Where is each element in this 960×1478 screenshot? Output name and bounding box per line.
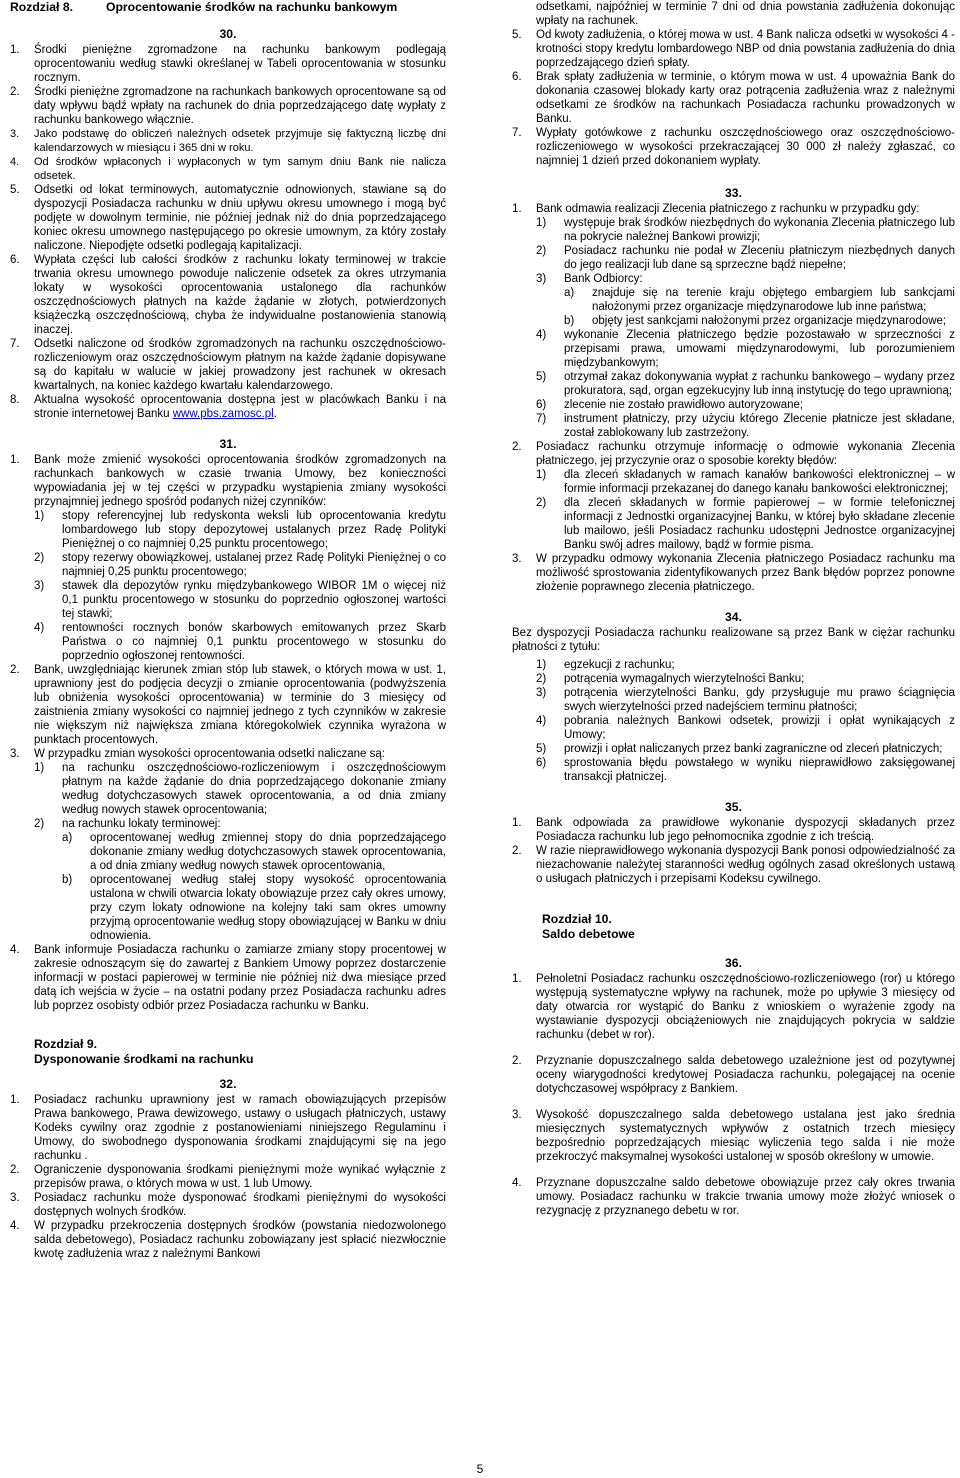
section-30-title: 30.	[219, 27, 237, 41]
list-item: 1. Posiadacz rachunku uprawniony jest w ramach obowiązujących przepisów Prawa bankowego, Prawa dewizowego, ustawy o usługach płatniczych, ustawy Kodeks cywilny oraz zgodnie z postanowieniami niniejszego Regulaminu i Umowy, do swobodnego dysponowania środkami znajdującymi się na jego rachunku .	[10, 1094, 446, 1162]
sub-item: 1) egzekucji z rachunku;	[536, 659, 675, 671]
sub-item: 3) stawek dla depozytów rynku międzybankowego WIBOR 1M o więcej niż 0,1 punktu procentowego w stosunku do poprzednio ogłoszonej wartości tej stawki;	[34, 580, 446, 620]
sub-item: 6) zlecenie nie zostało prawidłowo autoryzowane;	[536, 399, 804, 411]
sub-sub-item: b) objęty jest sankcjami nałożonymi przez organizacje międzynarodowe;	[564, 315, 947, 327]
list-item: 5. Od kwoty zadłużenia, o której mowa w ust. 4 Bank nalicza odsetki w wysokości 4 - krotności stopy kredytu lombardowego NBP od dnia powstania zadłużenia do dnia poprzedzającego dzień spłaty.	[512, 29, 955, 69]
section-32-title: 32.	[219, 1077, 237, 1091]
list-item: 3. Wysokość dopuszczalnego salda debetowego ustalana jest jako średnia miesięcznych systematycznych wpływów z ostatnich trzech miesięcy bezpośrednio poprzedzających miesiąc wyliczenia tego salda i nie może przekroczyć maksymalnej wysokości ustalonej w sposób określony w umowie.	[512, 1109, 955, 1163]
list-item: 1. Bank może zmienić wysokości oprocentowania środków zgromadzonych na rachunkach bankowych w czasie trwania Umowy, bez konieczności wypowiadania jej w tej części w przypadku wystąpienia zmiany wysokości przynajmniej jednego spośród podanych niżej czynników:	[10, 454, 446, 508]
list-item: 2. Posiadacz rachunku otrzymuje informację o odmowie wykonania Zlecenia płatniczego, jej przyczynie oraz o sposobie korekty błędów:	[512, 441, 955, 467]
sub-item: 4) pobrania należnych Bankowi odsetek, prowizji i opłat wynikających z Umowy;	[536, 715, 955, 741]
sub-item: 1) na rachunku oszczędnościowo-rozliczeniowym i oszczędnościowym płatnym na każde żądanie do dnia poprzedzającego dokonanie zmiany według dotychczasowych stawek oprocentowania, a od dnia zmiany według nowych stawek oprocentowania;	[34, 762, 446, 816]
list-item: 5. Odsetki od lokat terminowych, automatycznie odnowionych, stawiane są do dyspozycji Posiadacza rachunku w dniu upływu okresu umownego i mogą być podjęte w dowolnym terminie, nie później jednak niż do dnia poprzedzającego koniec okresu umownego następującego po okresie umownym, za który zostały naliczone. Niepodjęte odsetki podlegają kapitalizacji.	[10, 184, 446, 252]
list-item: 7. Odsetki naliczone od środków zgromadzonych na rachunku oszczędnościowo-rozliczeniowym oraz oszczędnościowym płatnym na każde żądanie dopisywane są do kapitału w walucie w jakiej prowadzony jest rachunek w okresach kwartalnych, na koniec każdego kwartału kalendarzowego.	[10, 338, 446, 392]
sub-item: 5) prowizji i opłat naliczanych przez banki zagraniczne od zleceń płatniczych;	[536, 743, 943, 755]
list-item: 6. Brak spłaty zadłużenia w terminie, o którym mowa w ust. 4 upoważnia Bank do dokonania czasowej blokady karty oraz potrącenia zadłużenia wraz z należnymi odsetkami ze środków na rachunkach Posiadacza rachunku prowadzonych w Banku.	[512, 71, 955, 125]
chapter-10-heading	[512, 912, 955, 942]
chapter-number: Rozdział 9.	[34, 1037, 97, 1051]
section-34-title: 34.	[725, 610, 742, 624]
chapter-number: Rozdział 8.	[10, 0, 73, 14]
chapter-title: Saldo debetowe	[542, 927, 635, 941]
sub-item: 2) Posiadacz rachunku nie podał w Zleceniu płatniczym niezbędnych danych do jego realizacji lub dane są sprzeczne bądź niepełne;	[536, 245, 955, 271]
list-item: 1. Pełnoletni Posiadacz rachunku oszczędnościowo-rozliczeniowego (ror) u którego występują systematyczne wpływy na rachunek, może po upływie 3 miesięcy od daty otwarcia ror wystąpić do Banku z wnioskiem o wyrażenie zgody na wystawianie dyspozycji obciążeniowych nie znajdujących pokrycia w saldzie rachunku (debet w ror).	[512, 973, 955, 1041]
list-item: 6. Wypłata części lub całości środków z rachunku lokaty terminowej w trakcie trwania okresu umownego powoduje naliczenie odsetek za okres utrzymania lokaty w wysokości oprocentowania ustalonego dla rachunków oszczędnościowych płatnych na każde żądanie w złotych, potwierdzonych książeczką oszczędnościową, chyba że indywidualne postanowienia stanowią inaczej.	[10, 254, 446, 336]
section-33-title: 33.	[725, 186, 742, 200]
list-item: 1. Środki pieniężne zgromadzone na rachunku bankowym podlegają oprocentowaniu według stawki określanej w Tabeli oprocentowania w stosunku rocznym.	[10, 44, 446, 84]
sub-item: 2) na rachunku lokaty terminowej:	[34, 818, 221, 830]
sub-item: 6) sprostowania błędu powstałego w wyniku nieprawidłowo zaksięgowanej transakcji płatniczej.	[536, 757, 955, 783]
chapter-title: Dysponowanie środkami na rachunku	[34, 1052, 254, 1066]
chapter-8-heading	[10, 0, 446, 15]
section-31-title: 31.	[219, 437, 237, 451]
page-number: 5	[476, 1462, 484, 1476]
list-item: 4. Bank informuje Posiadacza rachunku o zamiarze zmiany stopy procentowej w zakresie odnoszącym się do zawartej z Bankiem Umowy poprzez dostarczenie informacji w postaci papierowej w terminie nie później niż dwa miesiące przed datą ich wejścia w życie – na ostatni podany przez Posiadacza rachunku adres lub poprzez osobisty odbiór przez Posiadacza rachunku w Banku.	[10, 944, 446, 1012]
section-36-title: 36.	[725, 956, 742, 970]
section-35-title: 35.	[725, 800, 742, 814]
list-item: 2. Środki pieniężne zgromadzone na rachunkach bankowych oprocentowane są od daty wpływu bądź wpłaty na rachunek do dnia poprzedzającego datę wypłaty z rachunku bankowego włącznie.	[10, 86, 446, 126]
list-item: 4. Od środków wpłaconych i wypłaconych w tym samym dniu Bank nie nalicza odsetek.	[10, 156, 446, 182]
sub-item: 1) stopy referencyjnej lub redyskonta weksli lub oprocentowania kredytu lombardowego lub stopy depozytowej ustalanych przez Radę Polityki Pieniężnej o co najmniej 0,25 punktu procentowego;	[34, 510, 446, 550]
sub-item: 2) dla zleceń składanych w formie papierowej – w formie telefonicznej informacji z Jednostki organizacyjnej Banku, w której było składane zlecenie lub mailowo, jeśli Posiadacz rachunku udostępni Jednostce organizacyjnej Banku swój adres mailowy, bądź w formie pisma.	[536, 497, 955, 551]
list-item: 3. Posiadacz rachunku może dysponować środkami pieniężnymi do wysokości dostępnych wolnych środków.	[10, 1192, 446, 1218]
sub-item: 1) występuje brak środków niezbędnych do wykonania Zlecenia płatniczego lub na pokrycie należnej Bankowi prowizji;	[536, 217, 955, 243]
chapter-number: Rozdział 10.	[542, 912, 612, 926]
list-item: 4. W przypadku przekroczenia dostępnych środków (powstania niedozwolonego salda debetowego), Posiadacz rachunku zobowiązany jest spłacić niezwłocznie kwotę zadłużenia wraz z należnymi Bankowi	[10, 1220, 446, 1260]
list-item: 7. Wypłaty gotówkowe z rachunku oszczędnościowego oraz oszczędnościowo-rozliczeniowego w wysokości przekraczającej 30 000 zł należy zgłaszać, co najmniej 1 dzień przed dokonaniem wypłaty.	[512, 127, 955, 167]
sub-item: 4) wykonanie Zlecenia płatniczego będzie pozostawało w sprzeczności z przepisami prawa, umowami międzynarodowymi, lub porozumieniem międzybankowym;	[536, 329, 955, 369]
list-item: 8. Aktualna wysokość oprocentowania dostępna jest w placówkach Banku i na stronie internetowej Banku www.pbs.zamosc.pl.	[10, 394, 446, 420]
list-item: 3. W przypadku odmowy wykonania Zlecenia płatniczego Posiadacz rachunku ma możliwość sprostowania zidentyfikowanych przez Bank błędów poprzez ponowne złożenie poprawnego zlecenia płatniczego.	[512, 553, 955, 593]
sub-sub-item: a) znajduje się na terenie kraju objętego embargiem lub sankcjami nałożonymi przez organizacje międzynarodowe lub inne państwa;	[564, 287, 955, 313]
sub-item: 2) stopy rezerwy obowiązkowej, ustalanej przez Radę Polityki Pieniężnej o co najmniej 0,25 punktu procentowego;	[34, 552, 446, 578]
right-column	[512, 0, 955, 1218]
left-column	[10, 0, 446, 1261]
list-item: 2. W razie nieprawidłowego wykonania dyspozycji Bank ponosi odpowiedzialność za niezachowanie należytej staranności według ogólnych zasad określonych ustawą o usługach płatniczych i przepisami Kodeksu cywilnego.	[512, 845, 955, 885]
sub-item: 5) otrzymał zakaz dokonywania wypłat z rachunku bankowego – wydany przez prokuratora, sąd, organ egzekucyjny lub inną instytucję do tego uprawnioną;	[536, 371, 955, 397]
sub-item: 3) Bank Odbiorcy:	[536, 273, 643, 285]
sub-item: 7) instrument płatniczy, przy użyciu którego Zlecenie płatnicze jest składane, został zablokowany lub zastrzeżony.	[536, 413, 955, 439]
list-item: 1. Bank odpowiada za prawidłowe wykonanie dyspozycji składanych przez Posiadacza rachunku lub jego pełnomocnika zgodnie z ich treścią.	[512, 817, 955, 843]
sub-sub-item: b) oprocentowanej według stałej stopy wysokość oprocentowania ustalona w chwili otwarcia lokaty obowiązuje przez cały okres umowy, przy czym lokaty odnowione na kolejny taki sam okres umowny przyjmą oprocentowanie według stopy obowiązującej w Banku w dniu odnowienia.	[62, 874, 446, 942]
sub-item: 3) potrącenia wierzytelności Banku, gdy przysługuje mu prawo ściągnięcia swych wierzytelności przed nadejściem terminu płatności;	[536, 687, 955, 713]
list-item: 1. Bank odmawia realizacji Zlecenia płatniczego z rachunku w przypadku gdy:	[512, 203, 920, 215]
sub-sub-item: a) oprocentowanej według zmiennej stopy do dnia poprzedzającego dokonanie zmiany według dotychczasowych stawek oprocentowania, a od dnia zmiany według nowych stawek oprocentowania,	[62, 832, 446, 872]
list-item: 3. Jako podstawę do obliczeń należnych odsetek przyjmuje się faktyczną liczbę dni kalendarzowych w miesiącu i 365 dni w roku.	[10, 128, 446, 154]
bank-website-link[interactable]: www.pbs.zamosc.pl	[172, 408, 274, 420]
chapter-title: Oprocentowanie środków na rachunku bankowym	[106, 0, 398, 14]
chapter-9-heading	[10, 1037, 446, 1067]
list-item: 2. Ograniczenie dysponowania środkami pieniężnymi może wynikać wyłącznie z przepisów prawa, o których mowa w ust. 1 lub Umowy.	[10, 1164, 446, 1190]
list-item: 3. W przypadku zmian wysokości oprocentowania odsetki naliczane są:	[10, 748, 385, 760]
section-34-intro: Bez dyspozycji Posiadacza rachunku realizowane są przez Bank w ciężar rachunku płatności z tytułu:	[512, 627, 955, 653]
sub-item: 4) rentowności rocznych bonów skarbowych emitowanych przez Skarb Państwa o co najmniej 0,1 punktu procentowego w stosunku do poprzednio ogłoszonej rentowności.	[34, 622, 446, 662]
continued-text: odsetkami, najpóźniej w terminie 7 dni od dnia powstania zadłużenia dokonując wpłaty na rachunek.	[536, 1, 955, 27]
list-item: 2. Przyznanie dopuszczalnego salda debetowego uzależnione jest od pozytywnej oceny wiarygodności kredytowej Posiadacza rachunku, polegającej na ocenie dotychczasowej współpracy z Bankiem.	[512, 1055, 955, 1095]
list-item: 2. Bank, uwzględniając kierunek zmian stóp lub stawek, o których mowa w ust. 1, uprawniony jest do podjęcia decyzji o zmianie oprocentowania (podwyższenia lub obniżenia wysokości oprocentowania) w terminie do 3 miesięcy od zaistnienia zmiany wysokości co najmniej jednego z tych czynników w zakresie nie większym niż największa zmiana któregokolwiek czynnika wyrażona w punktach procentowych.	[10, 664, 446, 746]
list-item: 4. Przyznane dopuszczalne saldo debetowe obowiązuje przez cały okres trwania umowy. Posiadacz rachunku w trakcie trwania umowy może złożyć wniosek o rezygnację z przyznanego debetu w ror.	[512, 1177, 955, 1217]
sub-item: 1) dla zleceń składanych w ramach kanałów bankowości elektronicznej – w formie informacji przekazanej do danego kanału bankowości elektronicznej;	[536, 469, 955, 495]
sub-item: 2) potrącenia wymagalnych wierzytelności Banku;	[536, 673, 805, 685]
